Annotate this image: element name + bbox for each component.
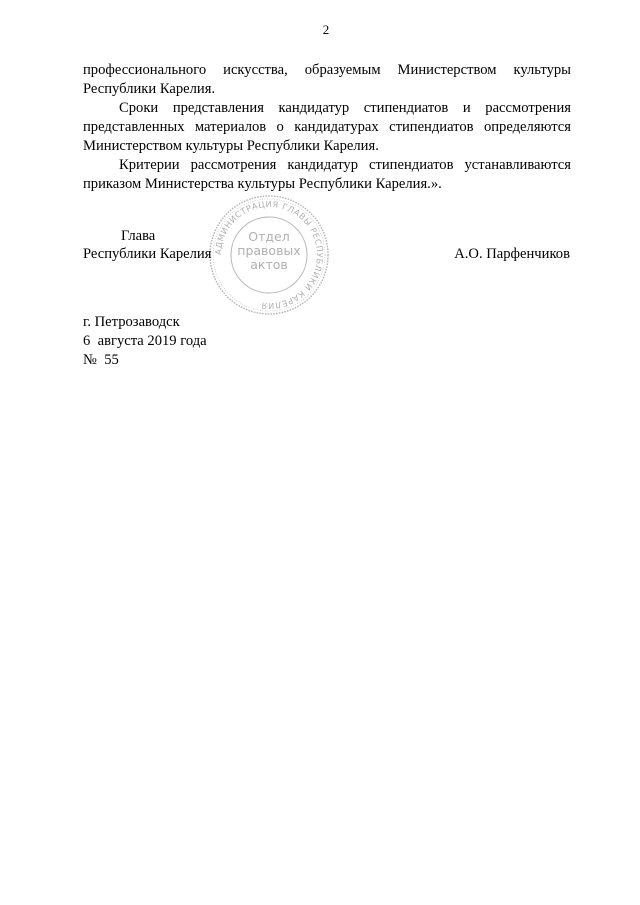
signatory-name: А.О. Парфенчиков <box>454 246 570 262</box>
seal-stamp <box>208 194 330 316</box>
paragraph-deadlines: Сроки представления кандидатур стипендиатов и рассмотрения представленных материалов о кандидатурах стипендиатов определяются Министерством культуры Республики Карелия. <box>83 100 571 154</box>
page-number: 2 <box>322 22 330 37</box>
paragraph-criteria: Критерии рассмотрения кандидатур стипендиатов устанавливаются приказом Министерства культуры Республики Карелия.». <box>83 157 571 192</box>
document-place: г. Петрозаводск <box>83 314 180 330</box>
seal-center-line: Отдел <box>248 229 290 244</box>
seal-center-text <box>208 230 330 272</box>
document-details <box>83 313 207 370</box>
document-body <box>83 61 571 194</box>
document-number: № 55 <box>83 352 119 368</box>
document-date: 6 августа 2019 года <box>83 333 207 349</box>
paragraph-continuation: профессионального искусства, образуемым Министерством культуры Республики Карелия. <box>83 62 571 97</box>
signatory-region: Республики Карелия <box>83 246 212 262</box>
signatory-title: Глава <box>121 228 156 244</box>
seal-center-line: правовых <box>237 243 301 258</box>
seal-center-line: актов <box>250 257 288 272</box>
seal-ring-text: АДМИНИСТРАЦИЯ ГЛАВЫ РЕСПУБЛИКИ КАРЕЛИЯ <box>212 198 326 312</box>
